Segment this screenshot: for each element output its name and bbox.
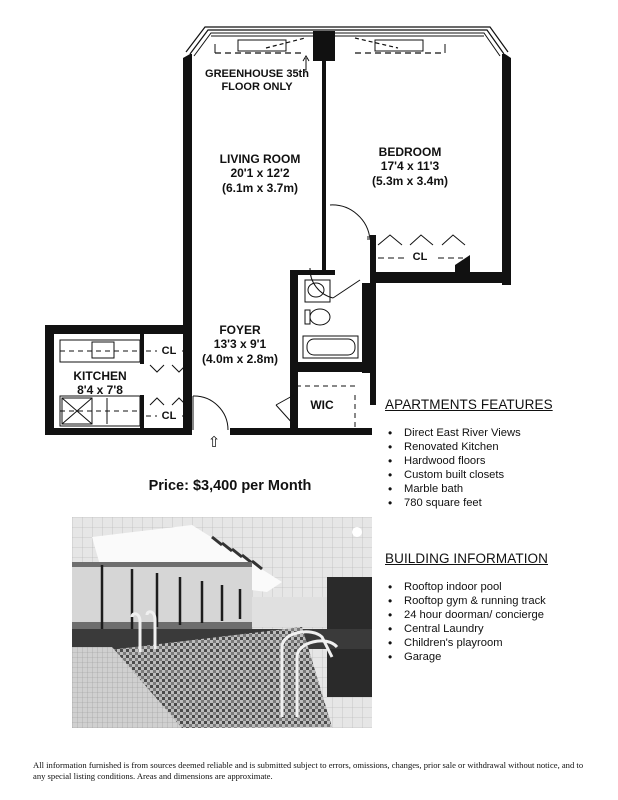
list-item: • Direct East River Views xyxy=(385,426,553,440)
apartment-features-title: APARTMENTS FEATURES xyxy=(385,397,553,412)
living-room-dims-ft: 20'1 x 12'2 xyxy=(230,166,290,181)
foyer-dims-ft: 13'3 x 9'1 xyxy=(213,337,267,352)
foyer-dims-m: (4.0m x 2.8m) xyxy=(201,351,279,366)
kitchen-name: KITCHEN xyxy=(73,369,127,383)
living-room-label xyxy=(200,152,320,195)
closet-label-kitchen-lower: CL xyxy=(157,410,181,423)
list-item: • Renovated Kitchen xyxy=(385,440,553,454)
foyer-name: FOYER xyxy=(219,323,261,337)
list-item: • Central Laundry xyxy=(385,622,548,636)
pool-photo-illustration xyxy=(72,517,372,728)
bedroom-dims-m: (5.3m x 3.4m) xyxy=(371,173,449,188)
greenhouse-note-line1: GREENHOUSE 35th xyxy=(205,68,309,80)
list-item: • Rooftop indoor pool xyxy=(385,580,548,594)
pool-photo xyxy=(72,517,372,728)
list-item: • Children's playroom xyxy=(385,636,548,650)
closet-label-bedroom: CL xyxy=(405,251,435,264)
list-item: • 780 square feet xyxy=(385,496,553,510)
greenhouse-note xyxy=(198,68,316,94)
list-item: • Rooftop gym & running track xyxy=(385,594,548,608)
building-information-section xyxy=(385,551,548,664)
wic-label: WIC xyxy=(310,398,334,412)
apartment-features-section xyxy=(385,397,553,510)
bedroom-label xyxy=(350,145,470,188)
list-item: • 24 hour doorman/ concierge xyxy=(385,608,548,622)
building-information-list xyxy=(385,580,548,664)
apartment-features-list xyxy=(385,426,553,510)
closet-label-kitchen-upper: CL xyxy=(157,345,181,358)
foyer-label xyxy=(180,323,300,366)
list-item: • Hardwood floors xyxy=(385,454,553,468)
greenhouse-note-line2: FLOOR ONLY xyxy=(221,81,293,94)
price-label: Price: $3,400 per Month xyxy=(148,478,312,494)
building-information-title: BUILDING INFORMATION xyxy=(385,551,549,566)
disclaimer-text: All information furnished is from sources deemed reliable and is submitted subject to errors, omissions, changes, prior sale or withdrawal without notice, and to any special listing conditions. Areas and dimensions are approximate. xyxy=(33,760,584,781)
list-item: • Garage xyxy=(385,650,548,664)
bedroom-name: BEDROOM xyxy=(378,145,442,159)
bedroom-dims-ft: 17'4 x 11'3 xyxy=(380,159,440,174)
list-item: • Custom built closets xyxy=(385,468,553,482)
kitchen-dims-ft: 8'4 x 7'8 xyxy=(77,383,123,398)
living-room-dims-m: (6.1m x 3.7m) xyxy=(221,180,299,195)
entry-arrow-icon: ⇧ xyxy=(207,434,221,451)
list-item: • Marble bath xyxy=(385,482,553,496)
kitchen-label xyxy=(60,369,140,398)
living-room-name: LIVING ROOM xyxy=(219,152,301,166)
